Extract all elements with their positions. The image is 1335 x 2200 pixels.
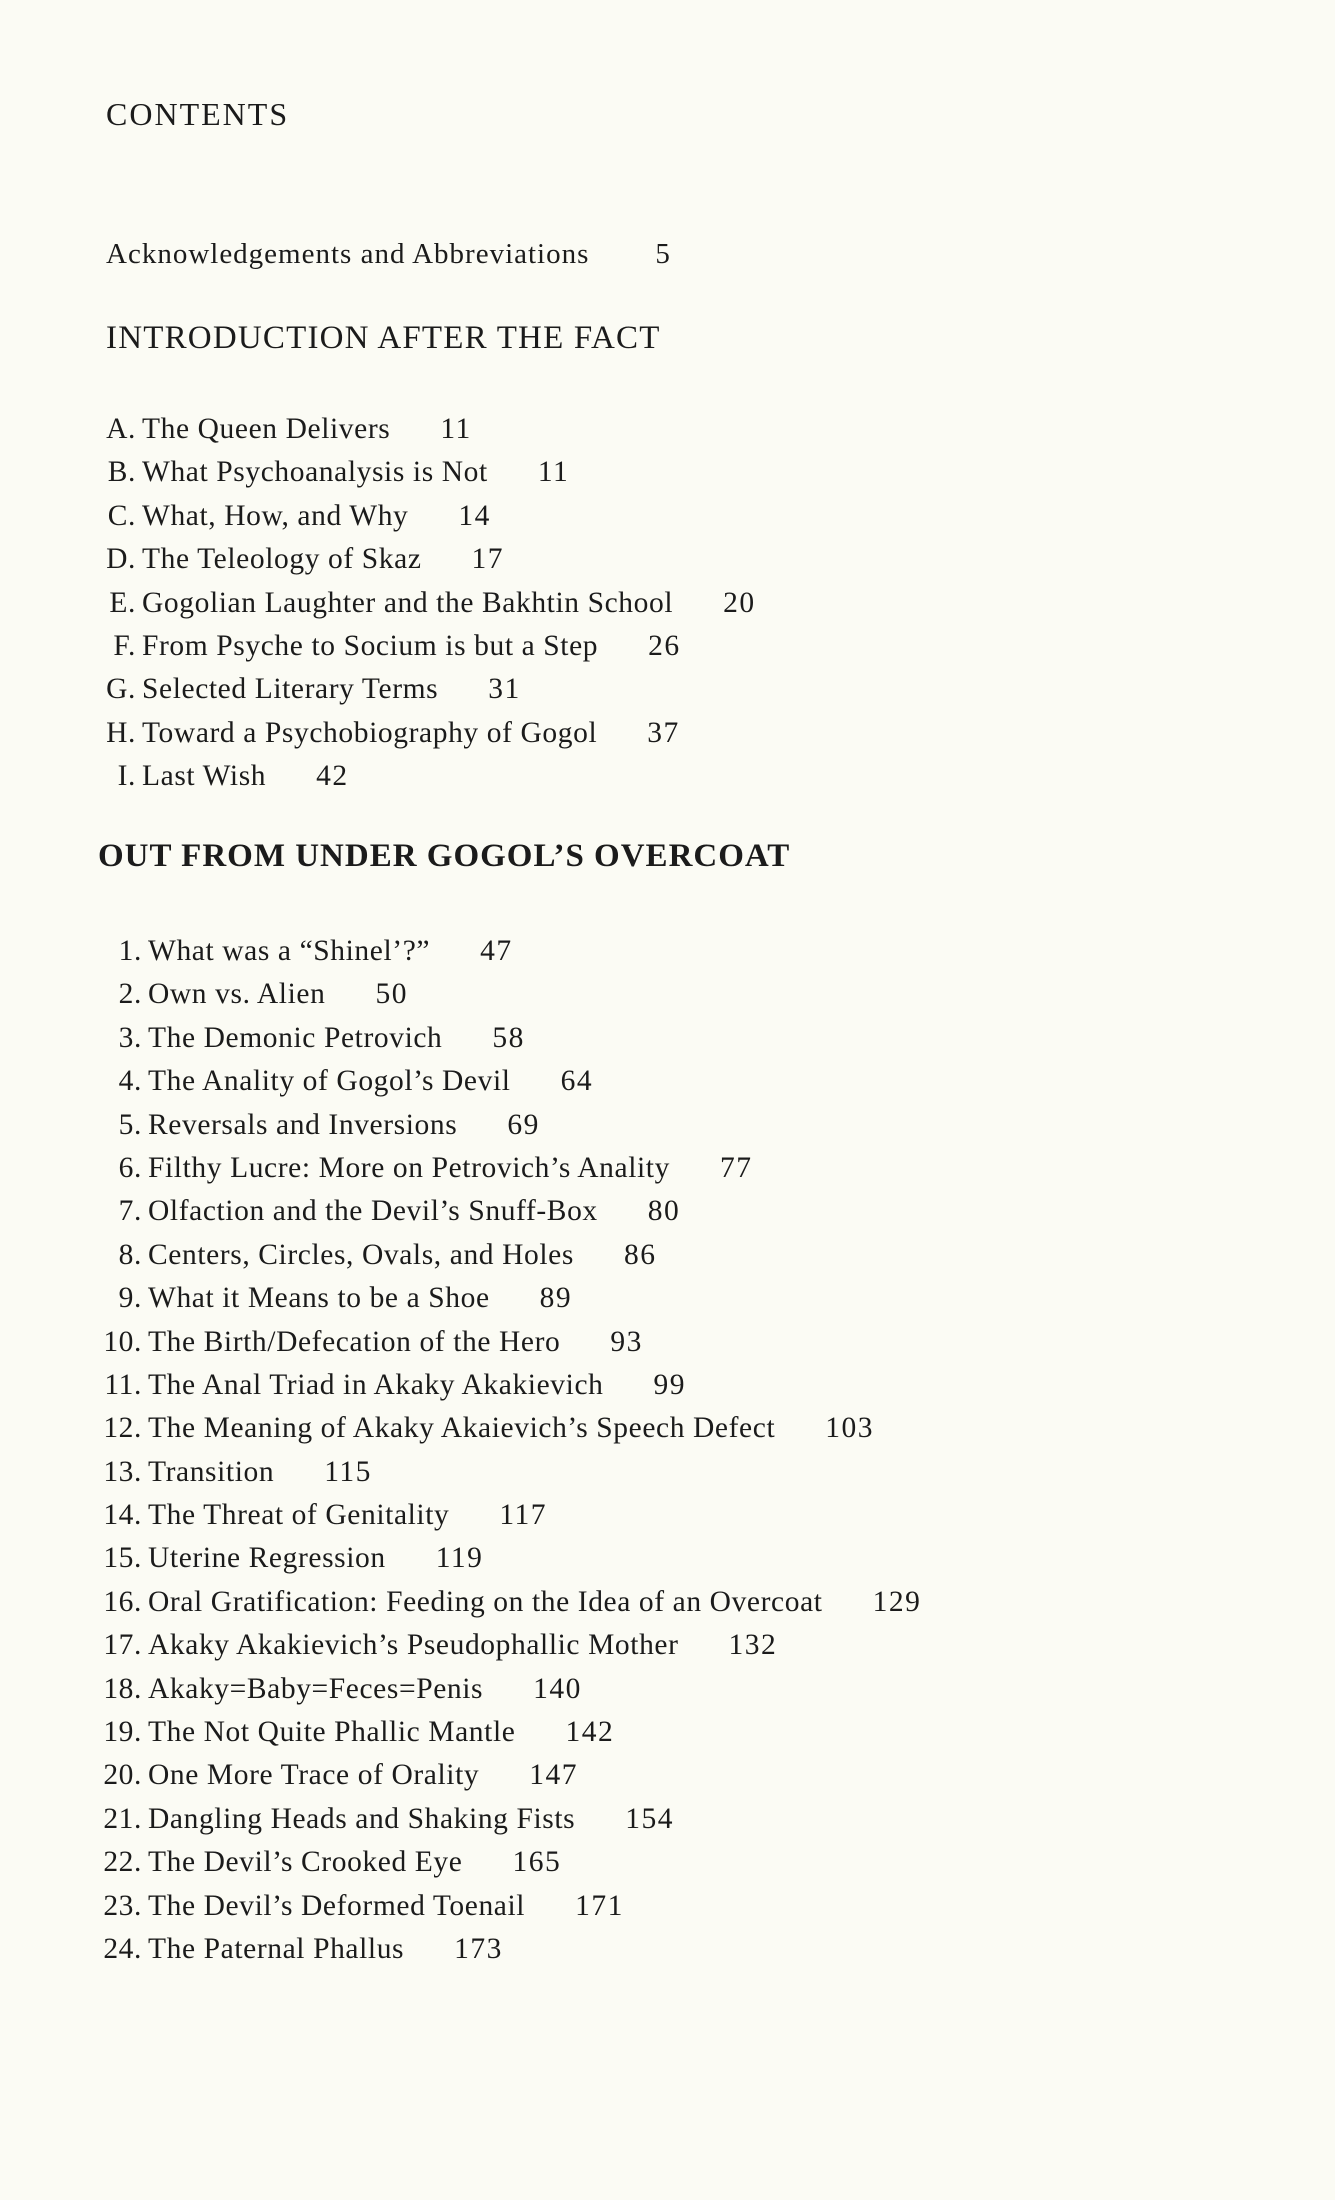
entry-title: Centers, Circles, Ovals, and Holes bbox=[148, 1238, 574, 1271]
entry-page-number: 47 bbox=[480, 935, 513, 967]
toc-entry bbox=[90, 1537, 921, 1580]
entry-label: I. bbox=[117, 760, 136, 793]
entry-label: 16. bbox=[103, 1585, 142, 1618]
entry-page-number: 103 bbox=[825, 1412, 874, 1445]
entry-label: 10. bbox=[103, 1325, 142, 1358]
entry-title: What, How, and Why bbox=[142, 499, 409, 532]
entry-label: 3. bbox=[118, 1021, 142, 1054]
entry-page-number: 154 bbox=[625, 1802, 675, 1835]
toc-entry bbox=[90, 1017, 921, 1060]
entry-page-number: 31 bbox=[488, 673, 521, 706]
entry-title: What it Means to be a Shoe bbox=[148, 1282, 490, 1315]
entry-title: The Devil’s Deformed Toenail bbox=[148, 1889, 526, 1922]
entry-page-number: 142 bbox=[565, 1716, 615, 1749]
entry-page-number: 147 bbox=[529, 1759, 578, 1792]
entry-page-number: 11 bbox=[440, 413, 472, 445]
entry-title: Own vs. Alien bbox=[148, 978, 326, 1011]
entry-page-number: 69 bbox=[507, 1108, 540, 1141]
toc-entry bbox=[90, 1104, 921, 1147]
entry-page-number: 37 bbox=[647, 716, 680, 749]
entry-label: 4. bbox=[118, 1065, 142, 1098]
entry-label: 13. bbox=[103, 1455, 142, 1488]
entry-page-number: 99 bbox=[653, 1368, 686, 1401]
entry-title: Dangling Heads and Shaking Fists bbox=[148, 1802, 576, 1835]
entry-title: Olfaction and the Devil’s Snuff-Box bbox=[148, 1195, 598, 1228]
entry-page-number: 80 bbox=[647, 1195, 681, 1228]
entry-page-number: 5 bbox=[655, 238, 671, 270]
acknowledgements-entry bbox=[106, 238, 671, 271]
entry-title: From Psyche to Socium is but a Step bbox=[142, 629, 599, 662]
entry-title: Filthy Lucre: More on Petrovich’s Anality bbox=[148, 1151, 670, 1184]
entry-label: G. bbox=[106, 673, 136, 706]
entry-page-number: 132 bbox=[728, 1629, 778, 1662]
toc-entry bbox=[90, 930, 921, 973]
entry-title: Gogolian Laughter and the Bakhtin School bbox=[142, 586, 674, 619]
entry-page-number: 64 bbox=[560, 1065, 594, 1098]
entry-label: 14. bbox=[103, 1499, 142, 1532]
toc-entry bbox=[90, 1321, 921, 1364]
entry-page-number: 115 bbox=[324, 1455, 372, 1488]
toc-entry bbox=[106, 755, 756, 798]
page-title: CONTENTS bbox=[106, 96, 290, 132]
entry-page-number: 58 bbox=[492, 1021, 525, 1054]
entry-label: 8. bbox=[118, 1238, 142, 1271]
entry-label: A. bbox=[106, 413, 136, 445]
entry-title: The Anality of Gogol’s Devil bbox=[148, 1065, 511, 1098]
entry-page-number: 26 bbox=[648, 629, 681, 662]
entry-title: Transition bbox=[148, 1455, 275, 1488]
entry-page-number: 17 bbox=[471, 543, 505, 576]
toc-entry bbox=[90, 1364, 921, 1407]
toc-entry bbox=[106, 538, 756, 581]
entry-page-number: 129 bbox=[872, 1585, 922, 1618]
overcoat-entries bbox=[90, 930, 921, 1971]
entry-title: Toward a Psychobiography of Gogol bbox=[142, 716, 598, 749]
toc-entry bbox=[90, 1754, 921, 1797]
entry-page-number: 173 bbox=[454, 1932, 503, 1965]
toc-entry bbox=[90, 1190, 921, 1233]
entry-page-number: 11 bbox=[537, 456, 570, 489]
entry-label: H. bbox=[106, 716, 136, 749]
entry-title: Akaky Akakievich’s Pseudophallic Mother bbox=[148, 1629, 679, 1662]
entry-title: The Birth/Defecation of the Hero bbox=[148, 1325, 561, 1358]
entry-label: 19. bbox=[103, 1716, 142, 1749]
entry-page-number: 140 bbox=[533, 1672, 582, 1705]
entry-page-number: 77 bbox=[719, 1151, 753, 1184]
toc-entry bbox=[90, 1147, 921, 1190]
entry-page-number: 20 bbox=[723, 586, 756, 619]
toc-entry bbox=[90, 1711, 921, 1754]
entry-label: 2. bbox=[118, 978, 142, 1011]
toc-entry bbox=[90, 1841, 921, 1884]
entry-page-number: 165 bbox=[512, 1846, 562, 1879]
entry-label: 11. bbox=[104, 1368, 142, 1401]
entry-page-number: 93 bbox=[610, 1325, 643, 1358]
toc-entry bbox=[106, 712, 756, 755]
entry-label: 7. bbox=[118, 1195, 142, 1228]
toc-entry bbox=[90, 1668, 921, 1711]
toc-entry bbox=[90, 1885, 921, 1928]
toc-entry bbox=[106, 495, 756, 538]
entry-label: C. bbox=[107, 499, 136, 532]
section-title-overcoat: OUT FROM UNDER GOGOL’S OVERCOAT bbox=[98, 838, 791, 874]
entry-title: The Teleology of Skaz bbox=[142, 543, 422, 576]
entry-title: Akaky=Baby=Feces=Penis bbox=[148, 1672, 484, 1705]
entry-title: What Psychoanalysis is Not bbox=[142, 456, 488, 489]
entry-label: E. bbox=[109, 586, 136, 619]
entry-label: 6. bbox=[118, 1151, 142, 1184]
entry-title: Reversals and Inversions bbox=[148, 1108, 458, 1141]
toc-entry bbox=[90, 1234, 921, 1277]
toc-entry bbox=[106, 668, 756, 711]
toc-entry bbox=[90, 1624, 921, 1667]
entry-title: The Anal Triad in Akaky Akakievich bbox=[148, 1368, 604, 1401]
entry-label: 9. bbox=[118, 1282, 142, 1315]
entry-label: D. bbox=[106, 543, 136, 576]
entry-page-number: 171 bbox=[575, 1889, 624, 1922]
entry-page-number: 86 bbox=[623, 1238, 657, 1271]
entry-label: 1. bbox=[118, 935, 142, 967]
entry-title: Uterine Regression bbox=[148, 1542, 386, 1575]
entry-title: The Paternal Phallus bbox=[148, 1932, 405, 1965]
entry-label: 17. bbox=[103, 1629, 142, 1662]
entry-label: 15. bbox=[103, 1542, 142, 1575]
toc-entry bbox=[90, 1451, 921, 1494]
entry-title: Selected Literary Terms bbox=[142, 673, 439, 706]
toc-entry bbox=[106, 451, 756, 494]
section-title-introduction: INTRODUCTION AFTER THE FACT bbox=[106, 320, 661, 356]
entry-page-number: 119 bbox=[435, 1542, 484, 1575]
entry-label: 23. bbox=[103, 1889, 142, 1922]
entry-label: 24. bbox=[103, 1932, 142, 1965]
entry-title: The Threat of Genitality bbox=[148, 1499, 450, 1532]
entry-title: The Devil’s Crooked Eye bbox=[148, 1846, 463, 1879]
entry-page-number: 14 bbox=[458, 499, 491, 532]
toc-entry bbox=[90, 1581, 921, 1624]
toc-entry bbox=[90, 973, 921, 1016]
entry-title: The Not Quite Phallic Mantle bbox=[148, 1716, 516, 1749]
entry-label: 18. bbox=[103, 1672, 142, 1705]
toc-entry bbox=[90, 1494, 921, 1537]
entry-title: Last Wish bbox=[142, 760, 267, 793]
entry-title: The Meaning of Akaky Akaievich’s Speech Defect bbox=[148, 1412, 776, 1445]
introduction-entries bbox=[106, 408, 756, 799]
entry-title: What was a “Shinel’?” bbox=[148, 935, 431, 967]
toc-entry bbox=[106, 582, 756, 625]
entry-label: 21. bbox=[103, 1802, 142, 1835]
entry-label: F. bbox=[113, 629, 136, 662]
entry-title: Acknowledgements and Abbreviations bbox=[106, 238, 590, 270]
entry-page-number: 117 bbox=[499, 1499, 548, 1532]
entry-label: 22. bbox=[103, 1846, 142, 1879]
toc-entry bbox=[90, 1798, 921, 1841]
toc-entry bbox=[90, 1277, 921, 1320]
toc-entry bbox=[90, 1928, 921, 1971]
entry-label: 5. bbox=[118, 1108, 142, 1141]
toc-entry bbox=[90, 1407, 921, 1450]
entry-label: 12. bbox=[103, 1412, 142, 1445]
entry-page-number: 50 bbox=[375, 978, 408, 1011]
entry-title: The Queen Delivers bbox=[142, 413, 391, 445]
toc-entry bbox=[106, 408, 756, 451]
entry-page-number: 89 bbox=[539, 1282, 573, 1315]
entry-label: B. bbox=[107, 456, 136, 489]
entry-label: 20. bbox=[103, 1759, 142, 1792]
entry-title: Oral Gratification: Feeding on the Idea of an Overcoat bbox=[148, 1585, 823, 1618]
entry-title: The Demonic Petrovich bbox=[148, 1021, 443, 1054]
toc-entry bbox=[106, 625, 756, 668]
toc-entry bbox=[90, 1060, 921, 1103]
entry-title: One More Trace of Orality bbox=[148, 1759, 480, 1792]
entry-page-number: 42 bbox=[316, 760, 349, 793]
